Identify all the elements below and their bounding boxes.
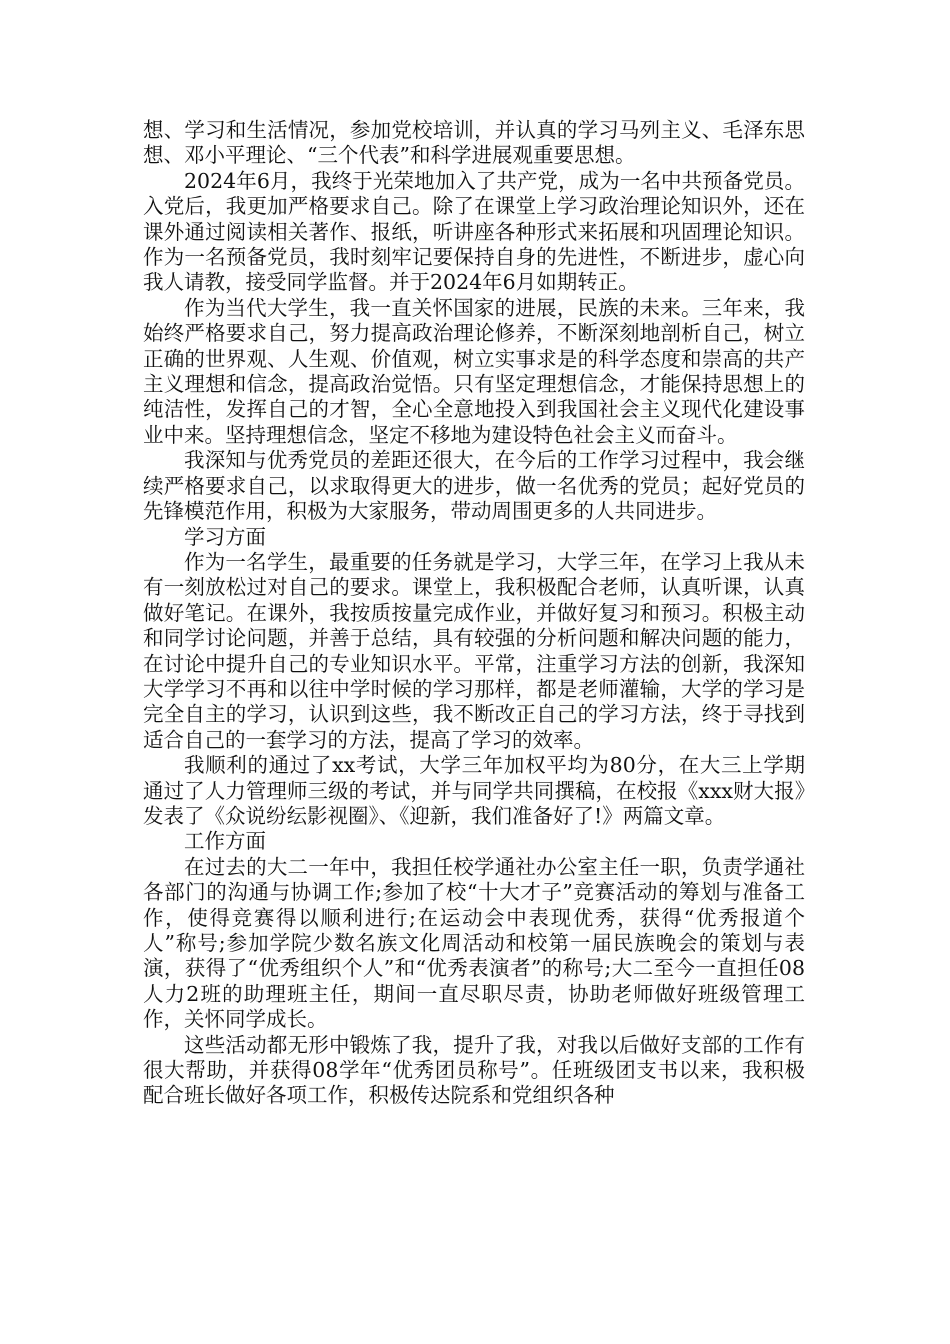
paragraph-activities: 这些活动都无形中锻炼了我，提升了我，对我以后做好支部的工作有很大帮助，并获得08学年“优秀团员称号”。任班级团支书以来，我积极配合班长做好各项工作，积极传达院系和党组织各种 — [143, 1032, 805, 1108]
section-heading-study: 学习方面 — [184, 524, 266, 549]
paragraph-self-improvement: 我深知与优秀党员的差距还很大，在今后的工作学习过程中，我会继续严格要求自己，以求取得更大的进步，做一名优秀的党员；起好党员的先锋模范作用，积极为大家服务，带动周围更多的人共同进步。 — [143, 448, 805, 524]
document-body — [143, 118, 805, 1109]
paragraph-joining-party: 2024年6月，我终于光荣地加入了共产党，成为一名中共预备党员。入党后，我更加严格要求自己。除了在课堂上学习政治理论知识外，还在课外通过阅读相关著作、报纸，听讲座各种形式来拓展和巩固理论知识。作为一名预备党员，我时刻牢记要保持自身的先进性，不断进步，虚心向我人请教，接受同学监督。并于2024年6月如期转正。 — [143, 168, 805, 295]
paragraph-ideals: 作为当代大学生，我一直关怀国家的进展，民族的未来。三年来，我始终严格要求自己，努力提高政治理论修养，不断深刻地剖析自己，树立正确的世界观、人生观、价值观，树立实事求是的科学态度和崇高的共产主义理想和信念，提高政治觉悟。只有坚定理想信念，才能保持思想上的纯洁性，发挥自己的才智，全心全意地投入到我国社会主义现代化建设事业中来。坚持理想信念，坚定不移地为建设特色社会主义而奋斗。 — [143, 295, 805, 447]
paragraph-exams: 我顺利的通过了xx考试，大学三年加权平均为80分，在大三上学期通过了人力管理师三级的考试，并与同学共同撰稿，在校报《xxx财大报》发表了《众说纷纭影视圈》、《迎新，我们准备好了!》两篇文章。 — [143, 753, 805, 828]
paragraph-work: 在过去的大二一年中，我担任校学通社办公室主任一职，负责学通社各部门的沟通与协调工作;参加了校“十大才子”竞赛活动的筹划与准备工作，使得竞赛得以顺利进行;在运动会中表现优秀，获得“优秀报道个人”称号;参加学院少数名族文化周活动和校第一届民族晚会的策划与表演，获得了“优秀组织个人”和“优秀表演者”的称号;大二至今一直担任08人力2班的助理班主任，期间一直尽职尽责，协助老师做好班级管理工作，关怀同学成长。 — [143, 854, 805, 1032]
paragraph-intro-continued: 想、学习和生活情况，参加党校培训，并认真的学习马列主义、毛泽东思想、邓小平理论、“三个代表”和科学进展观重要思想。 — [143, 118, 805, 168]
paragraph-study: 作为一名学生，最重要的任务就是学习，大学三年，在学习上我从未有一刻放松过对自己的要求。课堂上，我积极配合老师，认真听课，认真做好笔记。在课外，我按质按量完成作业，并做好复习和预习。积极主动和同学讨论问题，并善于总结，具有较强的分析问题和解决问题的能力，在讨论中提升自己的专业知识水平。平常，注重学习方法的创新，我深知大学学习不再和以往中学时候的学习那样，都是老师灌输，大学的学习是完全自主的学习，认识到这些，我不断改正自己的学习方法，终于寻找到适合自己的一套学习的方法，提高了学习的效率。 — [143, 549, 805, 752]
section-heading-work: 工作方面 — [184, 829, 266, 854]
